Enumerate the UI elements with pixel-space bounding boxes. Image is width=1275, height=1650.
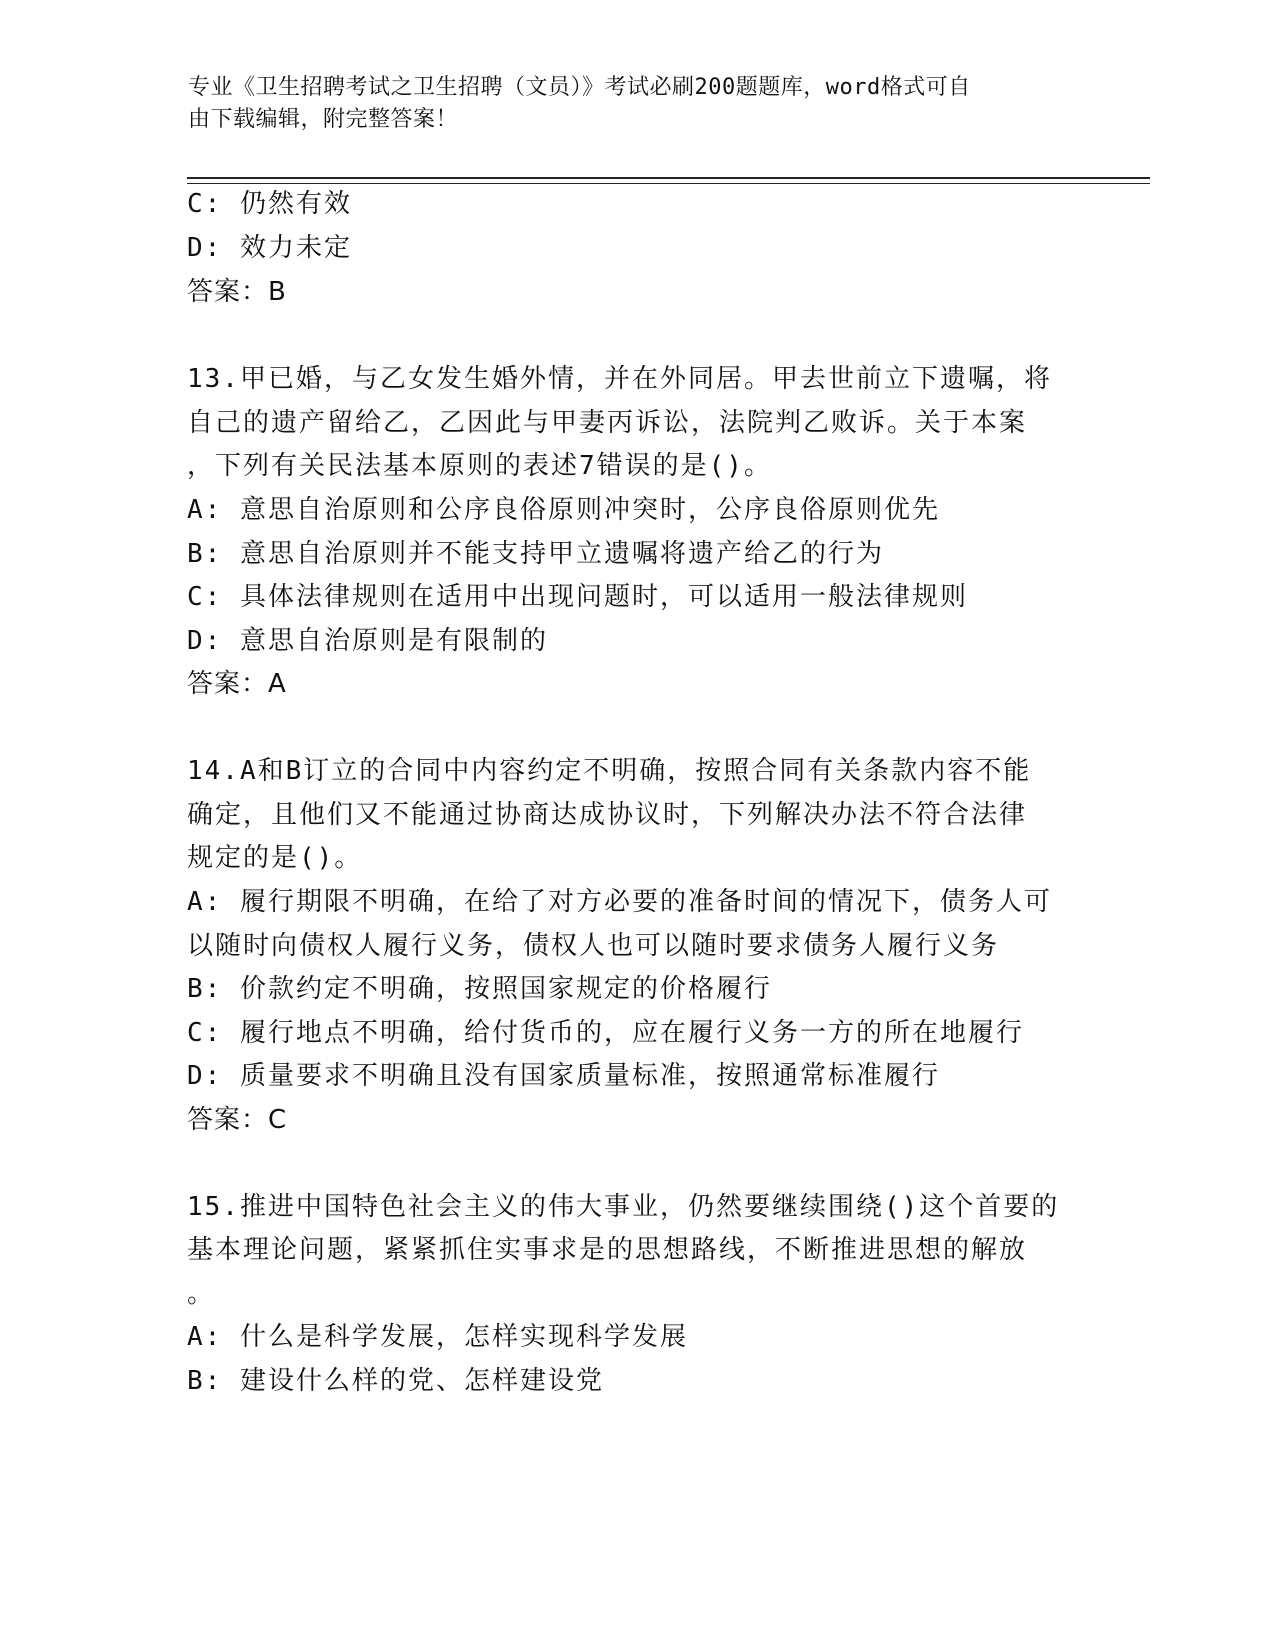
- question-13-line-2: 自己的遗产留给乙，乙因此与甲妻丙诉讼，法院判乙败诉。关于本案: [187, 408, 1028, 438]
- header-line-2: 由下载编辑，附完整答案！: [188, 107, 459, 132]
- question-15-option-a: A: 什么是科学发展，怎样实现科学发展: [187, 1322, 688, 1352]
- question-14-option-a-line-2: 以随时向债权人履行义务，债权人也可以随时要求债务人履行义务: [187, 931, 1000, 961]
- question-14-line-2: 确定，且他们又不能通过协商达成协议时，下列解决办法不符合法律: [187, 800, 1028, 830]
- question-14-line-3: 规定的是()。: [187, 843, 363, 873]
- question-14-option-a-line-1: A: 履行期限不明确，在给了对方必要的准备时间的情况下，债务人可: [187, 887, 1052, 917]
- question-13-option-d: D: 意思自治原则是有限制的: [187, 626, 548, 656]
- question-14-line-1: 14.A和B订立的合同中内容约定不明确，按照合同有关条款内容不能: [187, 756, 1032, 786]
- question-14-option-b: B: 价款约定不明确，按照国家规定的价格履行: [187, 974, 772, 1004]
- question-15-line-1: 15.推进中国特色社会主义的伟大事业，仍然要继续围绕()这个首要的: [187, 1192, 1060, 1222]
- answer-prev: 答案：B: [187, 277, 287, 307]
- question-15-line-2: 基本理论问题，紧紧抓住实事求是的思想路线，不断推进思想的解放: [187, 1235, 1028, 1265]
- question-13-line-1: 13.甲已婚，与乙女发生婚外情，并在外同居。甲去世前立下遗嘱，将: [187, 364, 1052, 394]
- question-13-line-3: ，下列有关民法基本原则的表述7错误的是()。: [187, 451, 772, 481]
- question-13-answer: 答案：A: [187, 669, 287, 699]
- option-d-prev: D: 效力未定: [187, 233, 352, 263]
- question-14-option-c: C: 履行地点不明确，给付货币的，应在履行义务一方的所在地履行: [187, 1018, 1024, 1048]
- question-14-option-d: D: 质量要求不明确且没有国家质量标准，按照通常标准履行: [187, 1061, 940, 1091]
- question-13-option-a: A: 意思自治原则和公序良俗原则冲突时，公序良俗原则优先: [187, 495, 940, 525]
- question-13-option-b: B: 意思自治原则并不能支持甲立遗嘱将遗产给乙的行为: [187, 539, 884, 569]
- document-header: [188, 72, 1068, 136]
- question-15-line-3: 。: [187, 1279, 216, 1309]
- header-rule-thin: [187, 183, 1150, 184]
- question-15-option-b: B: 建设什么样的党、怎样建设党: [187, 1366, 604, 1396]
- header-rule-thick: [187, 177, 1150, 179]
- question-13-option-c: C: 具体法律规则在适用中出现问题时，可以适用一般法律规则: [187, 582, 968, 612]
- option-c-prev: C: 仍然有效: [187, 189, 352, 219]
- header-line-1: 专业《卫生招聘考试之卫生招聘（文员）》考试必刷200题题库，word格式可自: [188, 75, 971, 100]
- question-14-answer: 答案：C: [187, 1105, 288, 1135]
